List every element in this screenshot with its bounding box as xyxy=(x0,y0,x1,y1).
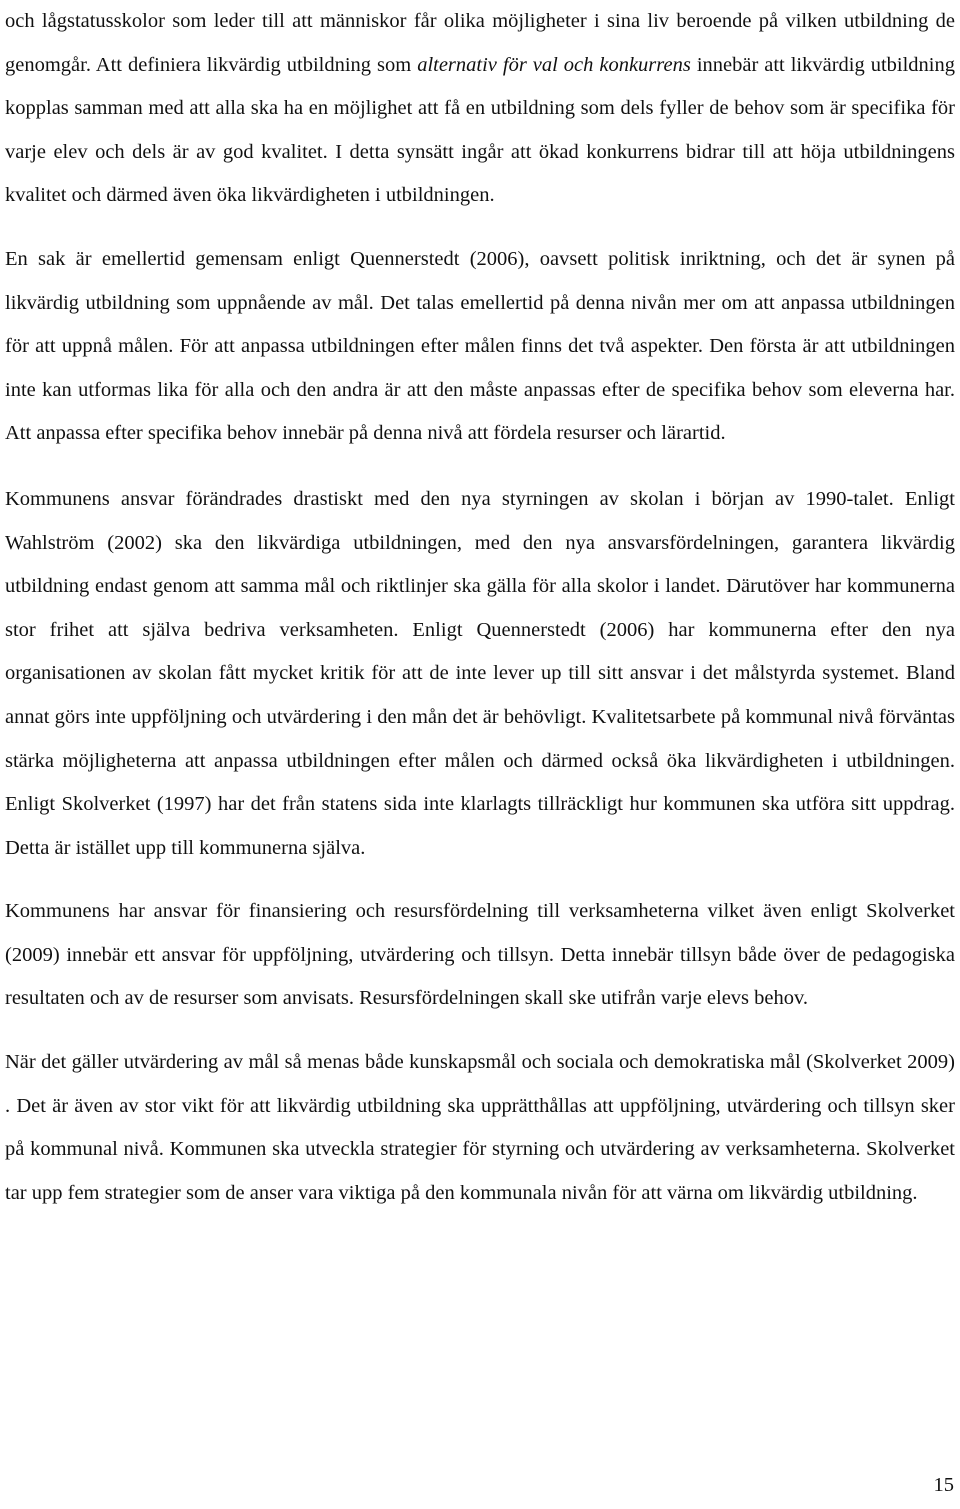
paragraph-3: Kommunens ansvar förändrades drastiskt med den nya styrningen av skolan i början av 1990-talet. Enligt Wahlström (2002) ska den likvärdiga utbildningen, med den nya ansvarsfördelningen, garantera likvärdig utbildning endast genom att samma mål och riktlinjer ska gälla för alla skolor i landet. Därutöver har kommunerna stor frihet att själva bedriva verksamheten. Enligt Quennerstedt (2006) har kommunerna efter den nya organisationen av skolan fått mycket kritik för att de inte lever up till sitt ansvar i det målstyrda systemet. Bland annat görs inte uppföljning och utvärdering i den mån det är behövligt. Kvalitetsarbete på kommunal nivå förväntas stärka möjligheterna att anpassa utbildningen efter målen och därmed också öka likvärdigheten i utbildningen. Enligt Skolverket (1997) har det från statens sida inte klarlagts tillräckligt hur kommunen ska utföra sitt uppdrag. Detta är istället upp till kommunerna själva. xyxy=(5,487,955,859)
paragraph-1 xyxy=(5,0,955,218)
paragraph-1-emphasis: alternativ för val och konkurrens xyxy=(417,53,691,76)
paragraph-1-text-a: och lågstatusskolor som leder till att människor får olika möjligheter i sina liv beroende på vilken utbildning de genomgår. Att definiera likvärdig utbildning som xyxy=(5,10,955,76)
paragraph-4: Kommunens har ansvar för finansiering och resursfördelning till verksamheterna vilket även enligt Skolverket (2009) innebär ett ansvar för uppföljning, utvärdering och tillsyn. Detta innebär tillsyn både över de pedagogiska resultaten och av de resurser som anvisats. Resursfördelningen skall ske utifrån varje elevs behov. xyxy=(5,900,955,1010)
paragraph-2: En sak är emellertid gemensam enligt Quennerstedt (2006), oavsett politisk inriktning, och det är synen på likvärdig utbildning som uppnående av mål. Det talas emellertid på denna nivån mer om att anpassa utbildningen för att uppnå målen. För att anpassa utbildningen efter målen finns det två aspekter. Den första är att utbildningen inte kan utformas lika för alla och den andra är att den måste anpassas efter de specifika behov som eleverna har. Att anpassa efter specifika behov innebär på denna nivå att fördela resurser och lärartid. xyxy=(5,247,955,445)
paragraph-1-text-b: innebär att likvärdig utbildning kopplas samman med att alla ska ha en möjlighet att få en utbildning som dels fyller de behov som är specifika för varje elev och dels är av god kvalitet. I detta synsätt ingår att ökad konkurrens bidrar till att höja utbildningens kvalitet och därmed även öka likvärdigheten i utbildningen. xyxy=(5,53,955,207)
document-page xyxy=(5,0,955,1215)
paragraph-5: När det gäller utvärdering av mål så menas både kunskapsmål och sociala och demokratiska mål (Skolverket 2009) . Det är även av stor vikt för att likvärdig utbildning ska upprätthållas att uppföljning, utvärdering och tillsyn sker på kommunal nivå. Kommunen ska utveckla strategier för styrning och utvärdering av verksamheterna. Skolverket tar upp fem strategier som de anser vara viktiga på den kommunala nivån för att värna om likvärdig utbildning. xyxy=(5,1051,955,1204)
page-number: 15 xyxy=(933,1474,954,1496)
